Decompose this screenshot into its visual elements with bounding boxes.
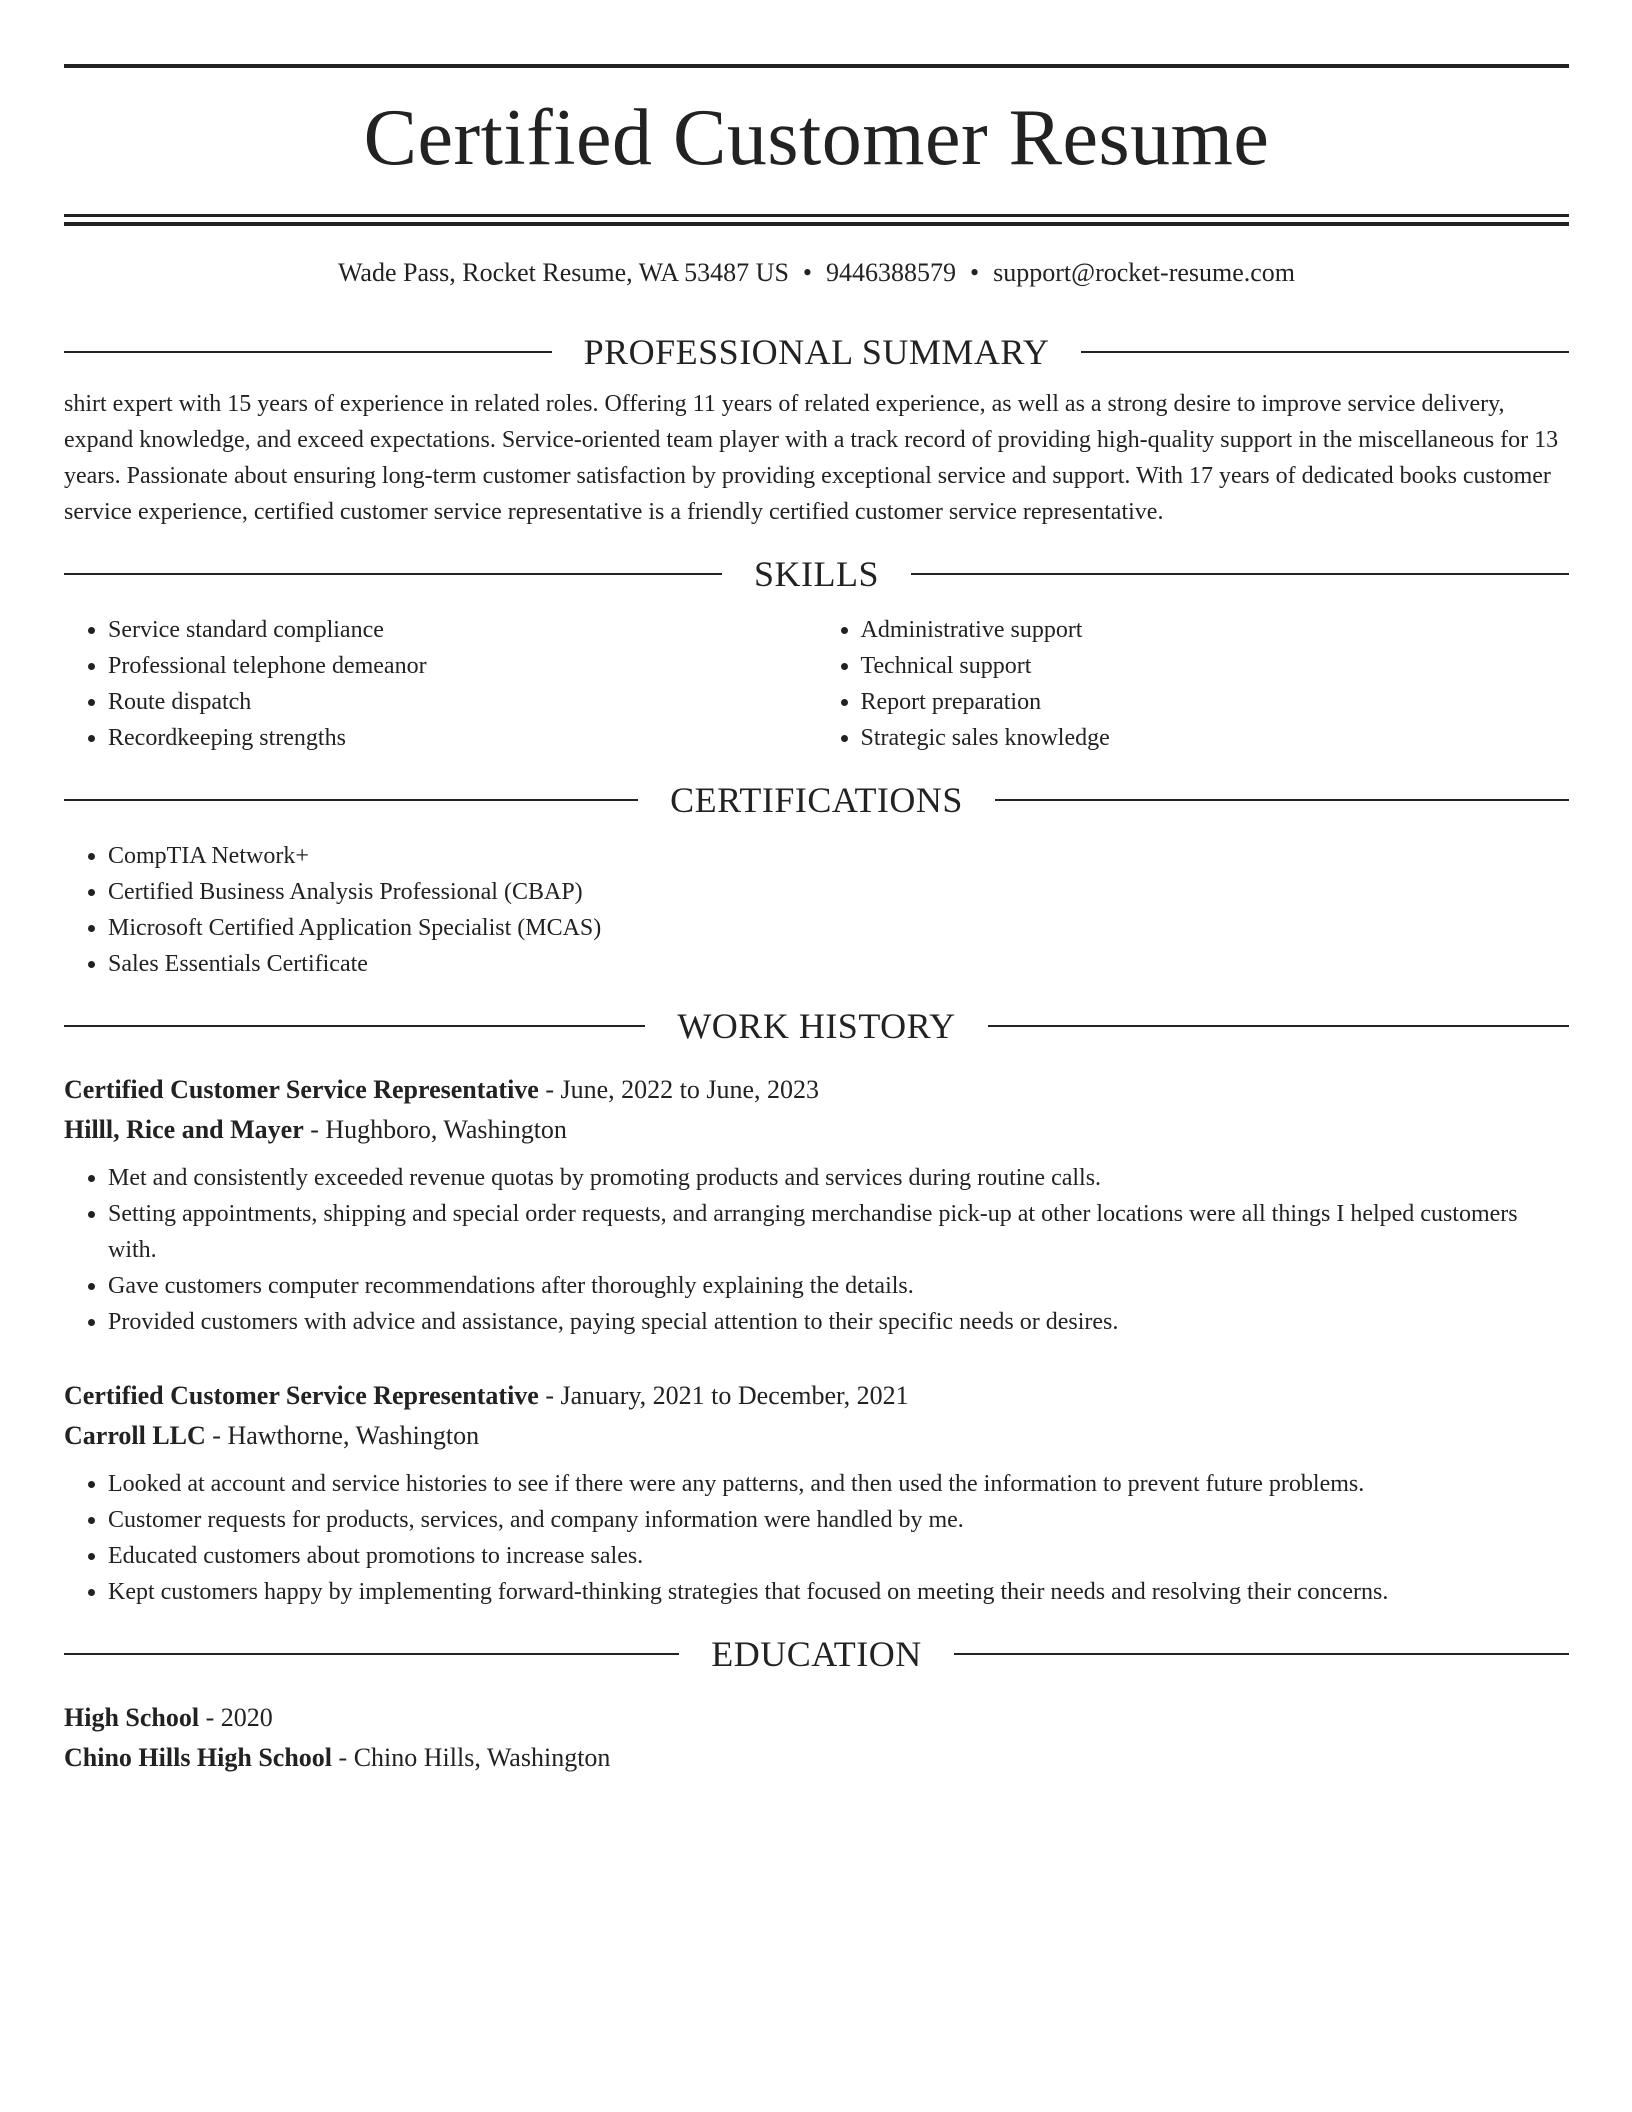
title-double-rule — [64, 214, 1569, 226]
contact-email: support@rocket-resume.com — [993, 258, 1296, 287]
job-dates: - June, 2022 to June, 2023 — [538, 1075, 820, 1104]
education-degree-line — [64, 1698, 1569, 1738]
job-company: Hilll, Rice and Mayer — [64, 1115, 304, 1144]
contact-separator: • — [802, 258, 813, 287]
section-header-summary — [64, 330, 1569, 374]
skill-item: • Route dispatch — [108, 684, 817, 720]
job-bullet: • Setting appointments, shipping and special order requests, and arranging merchandise pick-up at other locations were all things I helped customers with. — [108, 1196, 1569, 1268]
job-bullets — [64, 1466, 1569, 1610]
divider-line — [64, 573, 722, 575]
education-school: Chino Hills High School — [64, 1743, 333, 1772]
job-title-line — [64, 1070, 1569, 1110]
section-title-education: EDUCATION — [711, 1634, 922, 1674]
job-bullet: • Looked at account and service histories to see if there were any patterns, and then used the information to prevent future problems. — [108, 1466, 1569, 1502]
job-title: Certified Customer Service Representative — [64, 1381, 539, 1410]
resume-page — [64, 64, 1569, 1778]
job-bullet: • Educated customers about promotions to increase sales. — [108, 1538, 1569, 1574]
section-title-work-history: WORK HISTORY — [677, 1006, 956, 1046]
divider-line — [911, 573, 1569, 575]
skills-list-right — [817, 612, 1570, 756]
job-location: - Hawthorne, Washington — [205, 1421, 480, 1450]
job-bullet: • Kept customers happy by implementing forward-thinking strategies that focused on meeting their needs and resolving their concerns. — [108, 1574, 1569, 1610]
job-company-line — [64, 1416, 1569, 1456]
divider-line — [988, 1025, 1569, 1027]
job-bullets — [64, 1160, 1569, 1340]
certification-item: • Sales Essentials Certificate — [108, 946, 1569, 982]
job-bullet: • Met and consistently exceeded revenue quotas by promoting products and services during routine calls. — [108, 1160, 1569, 1196]
job-entry — [64, 1070, 1569, 1340]
section-header-work-history — [64, 1004, 1569, 1048]
education-entry — [64, 1698, 1569, 1778]
top-rule — [64, 64, 1569, 68]
section-title-certifications: CERTIFICATIONS — [670, 780, 963, 820]
job-title-line — [64, 1376, 1569, 1416]
divider-line — [1081, 351, 1569, 353]
skill-item: • Report preparation — [861, 684, 1570, 720]
divider-line — [64, 1653, 679, 1655]
job-bullet: • Provided customers with advice and assistance, paying special attention to their specific needs or desires. — [108, 1304, 1569, 1340]
skill-item: • Service standard compliance — [108, 612, 817, 648]
section-header-certifications — [64, 778, 1569, 822]
skill-item: • Recordkeeping strengths — [108, 720, 817, 756]
job-title: Certified Customer Service Representative — [64, 1075, 539, 1104]
job-dates: - January, 2021 to December, 2021 — [538, 1381, 909, 1410]
skill-item: • Technical support — [861, 648, 1570, 684]
divider-line — [64, 1025, 645, 1027]
summary-text: shirt expert with 15 years of experience in related roles. Offering 11 years of related experience, as well as a strong desire to improve service delivery, expand knowledge, and exceed expectations. Service-oriented team player with a track record of providing high-quality support in the miscellaneous for 13 years. Passionate about ensuring long-term customer satisfaction by providing exceptional service and support. With 17 years of dedicated books customer service experience, certified customer service representative is a friendly certified customer service representative. — [64, 391, 1559, 525]
divider-line — [64, 799, 638, 801]
divider-line — [954, 1653, 1569, 1655]
job-entry — [64, 1376, 1569, 1610]
job-company-line — [64, 1110, 1569, 1150]
contact-line — [64, 256, 1569, 290]
education-location: - Chino Hills, Washington — [332, 1743, 611, 1772]
contact-phone: 9446388579 — [826, 258, 957, 287]
skill-item: • Strategic sales knowledge — [861, 720, 1570, 756]
section-title-skills: SKILLS — [754, 554, 880, 594]
contact-address: Wade Pass, Rocket Resume, WA 53487 US — [337, 258, 789, 287]
divider-line — [995, 799, 1569, 801]
skills-grid — [64, 612, 1569, 756]
education-school-line — [64, 1738, 1569, 1778]
divider-line — [64, 351, 552, 353]
section-header-skills — [64, 552, 1569, 596]
skill-item: • Professional telephone demeanor — [108, 648, 817, 684]
section-title-summary: PROFESSIONAL SUMMARY — [583, 332, 1050, 372]
section-header-education — [64, 1632, 1569, 1676]
certification-item: • Certified Business Analysis Professional (CBAP) — [108, 874, 1569, 910]
job-location: - Hughboro, Washington — [303, 1115, 567, 1144]
job-bullet: • Gave customers computer recommendations after thoroughly explaining the details. — [108, 1268, 1569, 1304]
certifications-list — [64, 838, 1569, 982]
education-year: - 2020 — [199, 1703, 273, 1732]
education-degree: High School — [64, 1703, 200, 1732]
job-company: Carroll LLC — [64, 1421, 206, 1450]
skills-list-left — [64, 612, 817, 756]
contact-separator: • — [970, 258, 980, 287]
certification-item: • Microsoft Certified Application Specialist (MCAS) — [108, 910, 1569, 946]
job-bullet: • Customer requests for products, services, and company information were handled by me. — [108, 1502, 1569, 1538]
resume-title: Certified Customer Resume — [363, 94, 1270, 182]
certification-item: • CompTIA Network+ — [108, 838, 1569, 874]
skill-item: • Administrative support — [861, 612, 1570, 648]
